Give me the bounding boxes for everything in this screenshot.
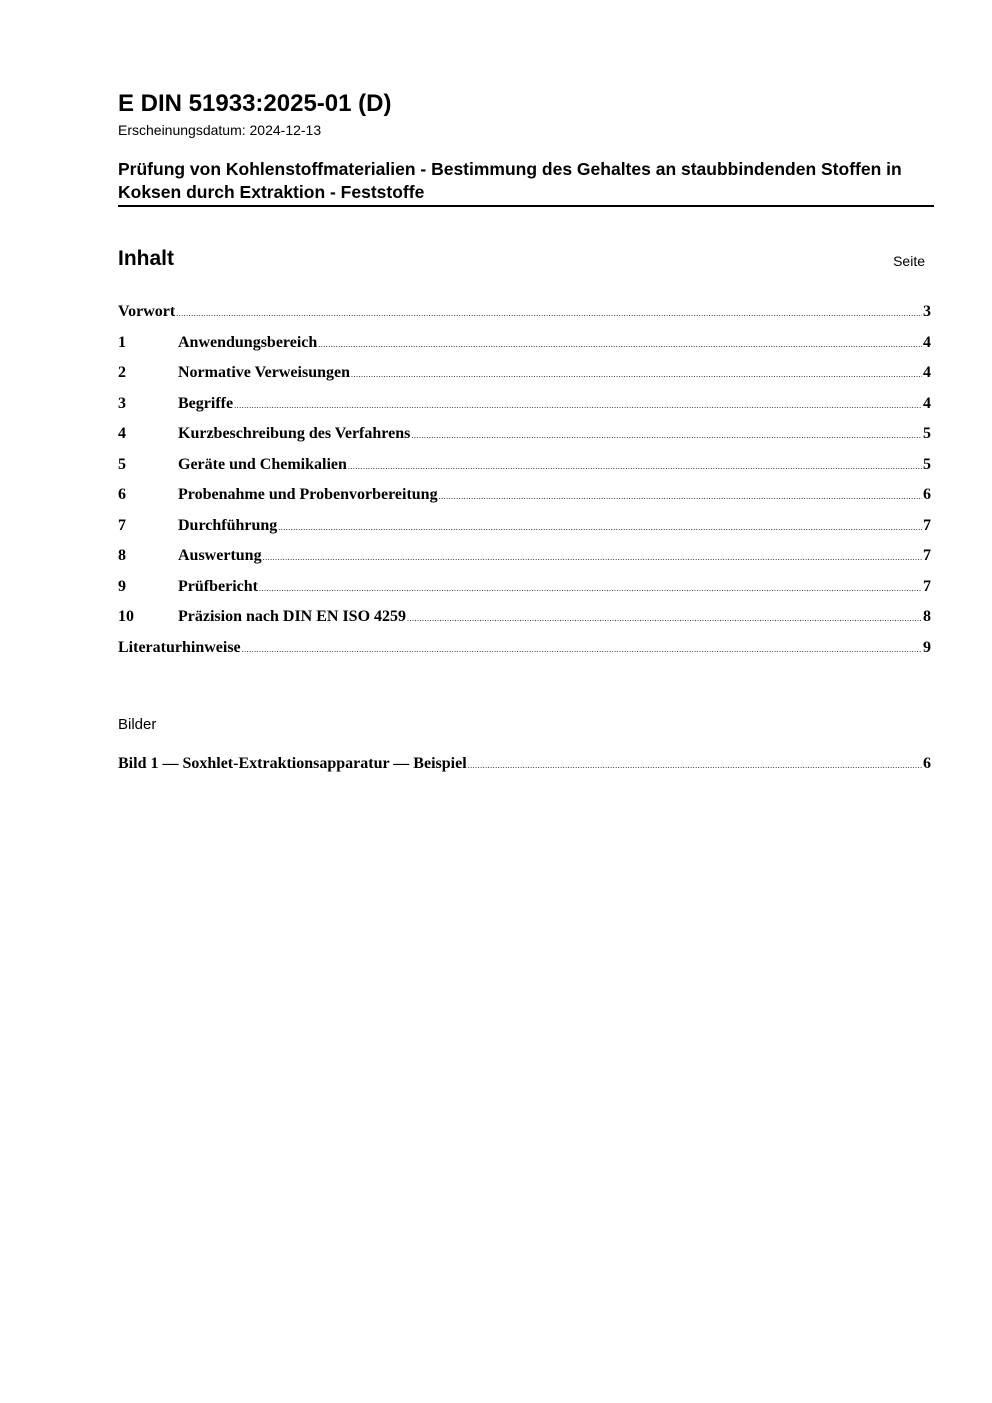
toc-entry-number: 9 xyxy=(118,577,126,595)
dot-leader xyxy=(263,545,922,569)
figure-entry-1[interactable] xyxy=(118,753,931,784)
toc-entry-page: 4 xyxy=(923,394,931,412)
dot-leader xyxy=(318,332,922,356)
toc-entry-4[interactable] xyxy=(118,423,931,454)
toc-entry-page: 7 xyxy=(923,577,931,595)
toc-entry-label: Kurzbeschreibung des Verfahrens xyxy=(178,425,411,442)
figures-heading: Bilder xyxy=(118,716,157,733)
toc-entry-vorwort[interactable] xyxy=(118,301,931,332)
toc-entry-5[interactable] xyxy=(118,454,931,485)
toc-entry-page: 7 xyxy=(923,547,931,564)
dot-leader xyxy=(242,637,922,661)
table-of-contents xyxy=(118,301,931,667)
toc-entry-page: 5 xyxy=(923,455,931,473)
dot-leader xyxy=(278,515,922,539)
toc-entry-label: Durchführung xyxy=(178,516,278,534)
toc-entry-label: Prüfbericht xyxy=(178,577,258,595)
toc-entry-page: 3 xyxy=(923,303,931,320)
toc-heading: Inhalt xyxy=(118,247,174,270)
toc-entry-number: 1 xyxy=(118,333,126,351)
toc-entry-2[interactable] xyxy=(118,362,931,393)
toc-entry-number: 3 xyxy=(118,394,126,412)
toc-entry-label: Präzision nach DIN EN ISO 4259 xyxy=(178,608,407,625)
toc-entry-label: Probenahme und Probenvorbereitung xyxy=(178,486,438,503)
toc-entry-label: Vorwort xyxy=(118,303,176,320)
toc-entry-10[interactable] xyxy=(118,606,931,637)
dot-leader xyxy=(348,454,922,478)
dot-leader xyxy=(259,576,922,600)
dot-leader xyxy=(468,753,922,777)
toc-entry-page: 8 xyxy=(923,608,931,625)
toc-entry-page: 7 xyxy=(923,516,931,534)
dot-leader xyxy=(411,423,922,447)
document-title: Prüfung von Kohlenstoffmaterialien - Bestimmung des Gehaltes an staubbindenden Stoffen in Koksen durch Extraktion - Feststoffe xyxy=(118,159,902,202)
dot-leader xyxy=(176,301,922,325)
toc-entry-page: 6 xyxy=(923,486,931,503)
toc-entry-label: Begriffe xyxy=(178,394,234,412)
toc-entry-label: Normative Verweisungen xyxy=(178,364,350,381)
toc-entry-page: 4 xyxy=(923,364,931,381)
toc-entry-6[interactable] xyxy=(118,484,931,515)
toc-entry-3[interactable] xyxy=(118,393,931,424)
dot-leader xyxy=(439,484,922,508)
publication-date: Erscheinungsdatum: 2024-12-13 xyxy=(118,122,322,138)
toc-entry-8[interactable] xyxy=(118,545,931,576)
figure-entry-label: Bild 1 — Soxhlet-Extraktionsapparatur — Beispiel xyxy=(118,755,467,772)
document-id: E DIN 51933:2025-01 (D) xyxy=(118,90,392,117)
figure-entry-page: 6 xyxy=(923,755,931,772)
toc-entry-1[interactable] xyxy=(118,332,931,363)
toc-entry-number: 5 xyxy=(118,455,126,473)
toc-entry-page: 9 xyxy=(923,638,931,656)
toc-entry-number: 10 xyxy=(118,608,134,625)
list-of-figures xyxy=(118,753,931,784)
toc-entry-label: Anwendungsbereich xyxy=(178,333,318,351)
title-divider xyxy=(118,205,934,207)
toc-entry-label: Auswertung xyxy=(178,547,262,564)
toc-entry-7[interactable] xyxy=(118,515,931,546)
dot-leader xyxy=(234,393,922,417)
toc-entry-page: 5 xyxy=(923,425,931,442)
toc-entry-page: 4 xyxy=(923,333,931,351)
toc-entry-number: 4 xyxy=(118,425,126,442)
toc-entry-label: Geräte und Chemikalien xyxy=(178,455,347,473)
toc-entry-number: 7 xyxy=(118,516,126,534)
toc-entry-9[interactable] xyxy=(118,576,931,607)
dot-leader xyxy=(351,362,922,386)
toc-entry-number: 8 xyxy=(118,547,126,564)
toc-entry-number: 2 xyxy=(118,364,126,381)
toc-entry-label: Literaturhinweise xyxy=(118,638,241,656)
toc-entry-literaturhinweise[interactable] xyxy=(118,637,931,668)
dot-leader xyxy=(407,606,922,630)
toc-entry-number: 6 xyxy=(118,486,126,503)
toc-page-column-label: Seite xyxy=(893,253,925,269)
